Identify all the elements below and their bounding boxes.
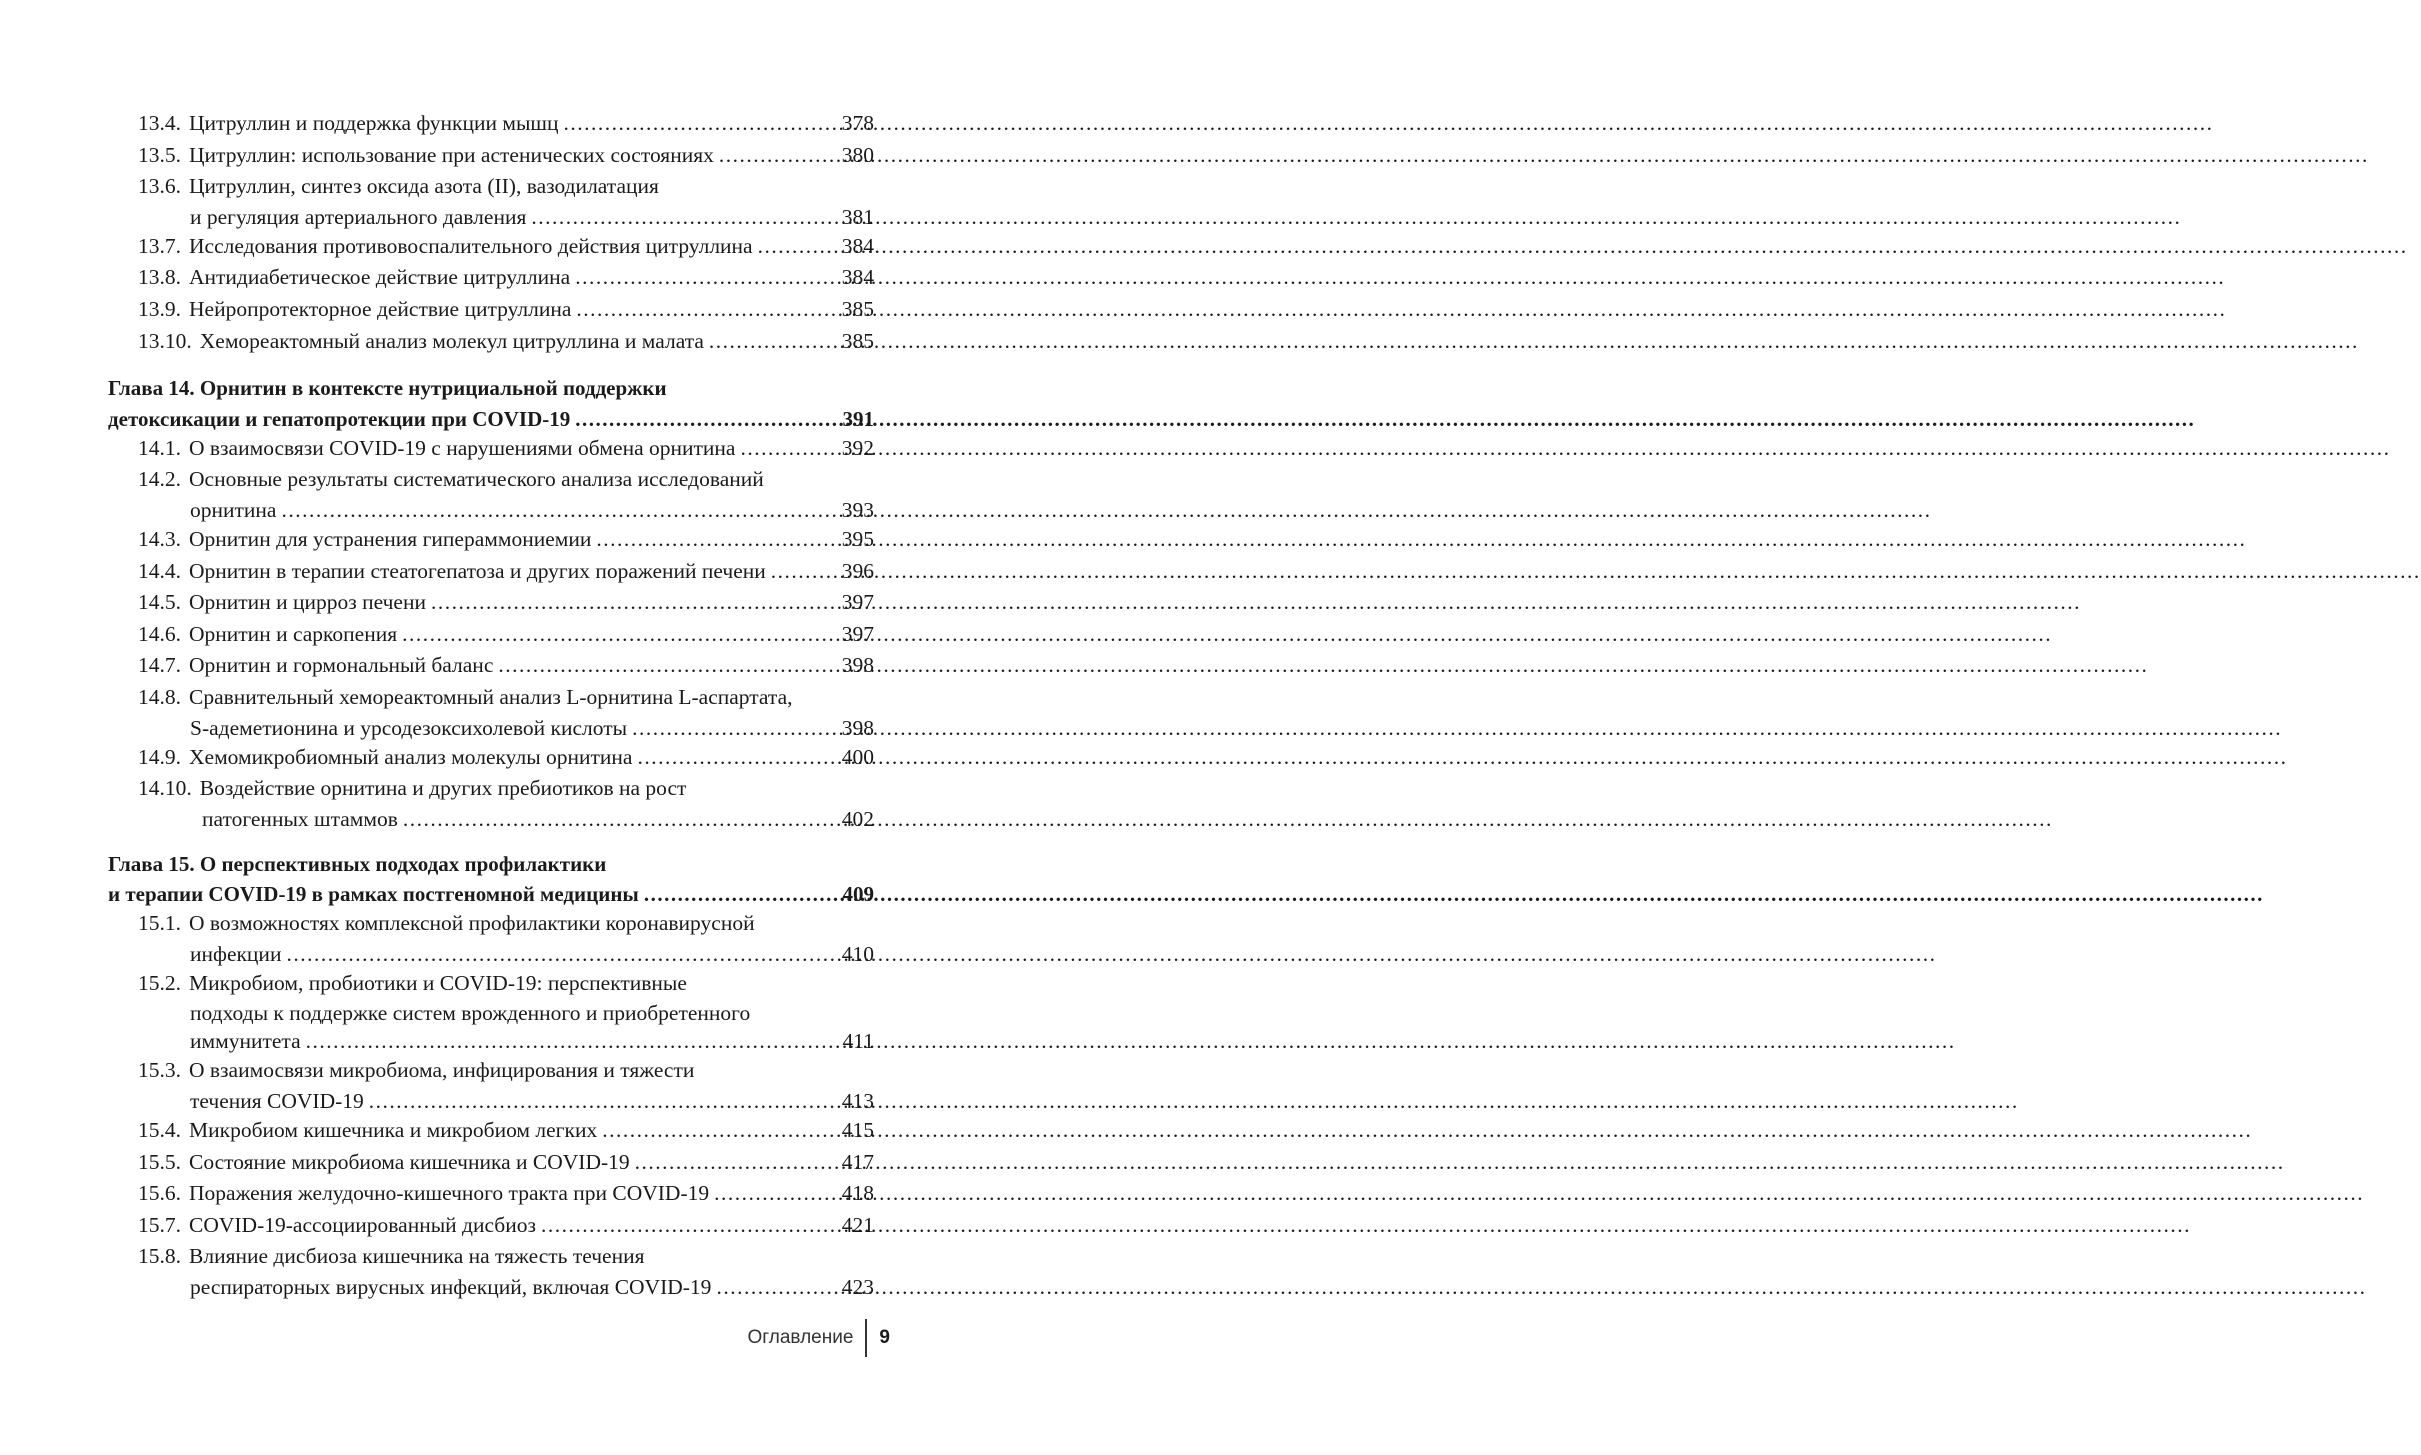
toc-entry-number: 15.8. [138,1244,181,1269]
toc-line-text: О взаимосвязи микробиома, инфицирования и тяжести [189,1058,695,1083]
toc-page-number: 402 [841,806,874,831]
toc-entry-number: 13.6. [138,174,181,199]
toc-entry[interactable] [108,433,874,465]
toc-entry-number: 15.3. [138,1058,181,1083]
dot-leader [541,1210,837,1242]
toc-line-text: Орнитин для устранения гипераммониемии [189,526,592,551]
toc-entry-number: 13.7. [138,233,181,258]
toc-page-number: 423 [841,1275,874,1300]
toc-entry[interactable] [108,171,874,231]
toc-line-text: Глава 15. О перспективных подходах профилактики [108,851,607,876]
toc-line [138,1210,874,1242]
toc-entry-number: 15.2. [138,970,181,995]
toc-line [138,496,874,524]
dot-leader [719,140,837,172]
toc-line [138,231,874,263]
dot-leader [632,714,837,742]
dot-leader [771,556,837,588]
toc-line-text: детоксикации и гепатопротекции при COVID-19 [108,406,571,431]
toc-page-number: 397 [841,621,874,646]
toc-line [138,682,874,714]
toc-line [138,742,874,774]
dot-leader [531,203,836,231]
dot-leader [596,524,836,556]
toc-page-number: 411 [842,1029,874,1054]
toc-line [138,326,874,358]
toc-line [108,373,874,405]
toc-page-number: 417 [841,1149,874,1174]
toc-line [138,1087,874,1115]
toc-entry[interactable] [108,1241,874,1301]
toc-entry-number: 15.7. [138,1212,181,1237]
toc-line [108,405,874,433]
toc-entry[interactable] [108,326,874,358]
toc-line-text: О взаимосвязи COVID-19 с нарушениями обмена орнитина [189,435,736,460]
toc-line-text: Цитруллин: использование при астенических состояниях [189,142,714,167]
toc-line-text: иммунитета [190,1029,301,1054]
toc-line [138,556,874,588]
toc-line [138,1115,874,1147]
toc-line-text: Хемореактомный анализ молекул цитруллина и малата [199,328,704,353]
toc-entry-number: 14.9. [138,744,181,769]
toc-line [138,262,874,294]
toc-entry[interactable] [108,140,874,172]
toc-page-number: 392 [841,435,874,460]
dot-leader [498,650,836,682]
toc-entry[interactable] [108,619,874,651]
toc-entry[interactable] [108,556,874,588]
toc-page-number: 400 [841,744,874,769]
toc-entry-number: 15.5. [138,1149,181,1174]
toc-entry-number: 15.1. [138,911,181,936]
dot-leader [709,326,837,358]
toc-page-number: 384 [841,233,874,258]
toc-entry[interactable] [108,908,874,968]
dot-leader [576,294,836,326]
toc-line-text: О возможностях комплексной профилактики коронавирусной [189,911,755,936]
toc-line-text: и терапии COVID-19 в рамках постгеномной медицины [108,882,639,907]
toc-entry[interactable] [108,1115,874,1147]
toc-line [138,940,874,968]
toc-line [138,1055,874,1087]
toc-page-number: 396 [841,558,874,583]
chapter-13-entries [108,108,874,357]
toc-line-text: и регуляция артериального давления [190,204,527,229]
toc-page-number: 398 [841,653,874,678]
table-of-contents [108,108,874,1301]
toc-page-number: 413 [841,1089,874,1114]
toc-line-text: подходы к поддержке систем врожденного и приобретенного [190,1001,751,1026]
toc-entry[interactable] [108,524,874,556]
toc-line [138,714,874,742]
dot-leader [369,1087,837,1115]
toc-line-text: Орнитин в терапии стеатогепатоза и других поражений печени [189,558,766,583]
toc-line-text: Состояние микробиома кишечника и COVID-19 [189,1149,630,1174]
toc-line-text: Цитруллин и поддержка функции мышц [189,111,559,135]
toc-page-number: 421 [841,1212,874,1237]
toc-entry[interactable] [108,682,874,742]
toc-line [138,524,874,556]
toc-entry-number: 14.3. [138,526,181,551]
toc-line [138,464,874,496]
toc-page-number: 385 [841,296,874,321]
toc-entry-number: 15.4. [138,1118,181,1143]
toc-entry[interactable] [108,773,874,833]
toc-entry[interactable] [108,650,874,682]
dot-leader [637,742,836,774]
toc-page-number: 380 [841,142,874,167]
toc-entry-number: 13.8. [138,265,181,290]
toc-page-number: 397 [841,590,874,615]
toc-page-number: 378 [841,111,874,135]
toc-line-text: S-адеметионина и урсодезоксихолевой кислоты [190,715,628,740]
toc-entry[interactable] [108,1178,874,1210]
toc-line [138,1178,874,1210]
toc-line-text: Основные результаты систематического анализа исследований [189,467,764,492]
page-number: 9 [879,1327,890,1348]
toc-line [138,1241,874,1273]
toc-entry-number: 15.6. [138,1181,181,1206]
chapter-15-entries [108,908,874,1301]
toc-page-number: 395 [841,526,874,551]
toc-line [108,880,874,908]
toc-line-text: Сравнительный хемореактомный анализ L-орнитина L-аспартата, [189,684,793,709]
dot-leader [716,1273,836,1301]
toc-line [138,1273,874,1301]
dot-leader [575,405,837,433]
toc-line-text: Хемомикробиомный анализ молекулы орнитина [189,744,633,769]
toc-entry-number: 13.5. [138,142,181,167]
dot-leader [602,1115,837,1147]
toc-line-text: Орнитин и саркопения [189,621,398,646]
dot-leader [431,587,837,619]
dot-leader [286,940,836,968]
dot-leader [575,262,837,294]
dot-leader [740,433,836,465]
dot-leader [644,880,838,908]
toc-line-text: Орнитин и цирроз печени [189,590,426,615]
chapter-14-entries [108,433,874,833]
toc-line [138,140,874,172]
toc-entry[interactable] [108,108,874,140]
toc-line [138,968,874,1000]
toc-entry-number: 13.9. [138,296,181,321]
toc-line [138,587,874,619]
toc-line [138,773,874,805]
toc-line-text: патогенных штаммов [202,806,398,831]
toc-entry-number: 14.5. [138,590,181,615]
toc-entry-number: 14.1. [138,435,181,460]
dot-leader [714,1178,837,1210]
toc-page-number: 393 [841,497,874,522]
toc-entry-number: 14.6. [138,621,181,646]
toc-entry[interactable] [108,587,874,619]
toc-entry[interactable] [108,1147,874,1179]
toc-entry-number: 14.8. [138,684,181,709]
toc-line-text: инфекции [190,941,282,966]
toc-line [138,433,874,465]
toc-line [138,1147,874,1179]
toc-page-number: 398 [841,715,874,740]
toc-line [138,294,874,326]
toc-page-number: 391 [842,406,874,431]
toc-line-text: Нейропротекторное действие цитруллина [189,296,572,321]
dot-leader [403,805,837,833]
toc-line-text: орнитина [190,497,277,522]
toc-entry[interactable] [108,1055,874,1115]
toc-entry-number: 14.7. [138,653,181,678]
dot-leader [306,1027,838,1055]
toc-page-number: 410 [841,941,874,966]
toc-line [138,108,874,140]
toc-page-number: 409 [842,882,874,907]
toc-line [108,849,874,881]
toc-entry[interactable] [108,968,874,1056]
chapter-15-heading[interactable] [108,849,874,909]
toc-line-text: Цитруллин, синтез оксида азота (II), вазодилатация [189,174,659,199]
toc-line [138,171,874,203]
toc-line-text: Глава 14. Орнитин в контексте нутрициальной поддержки [108,376,667,401]
toc-line-text: течения COVID-19 [190,1089,364,1114]
toc-entry[interactable] [108,1210,874,1242]
toc-entry[interactable] [108,742,874,774]
toc-line [138,203,874,231]
section-label: Оглавление [747,1327,854,1348]
toc-line [138,908,874,940]
toc-page-number: 415 [841,1118,874,1143]
toc-line [138,1027,874,1055]
toc-entry-number: 14.10. [138,776,192,801]
toc-entry[interactable] [108,231,874,263]
toc-line-text: Воздействие орнитина и других пребиотиков на рост [199,776,687,801]
toc-entry-number: 14.2. [138,467,181,492]
toc-page-number: 381 [841,204,874,229]
toc-entry[interactable] [108,464,874,524]
toc-page-number: 384 [841,265,874,290]
toc-entry-number: 13.4. [138,111,181,135]
dot-leader [635,1147,837,1179]
toc-page-number: 418 [841,1181,874,1206]
toc-line-text: Микробиом кишечника и микробиом легких [189,1118,598,1143]
toc-line-text: Микробиом, пробиотики и COVID-19: перспективные [189,970,687,995]
dot-leader [758,231,837,263]
toc-line-text: Орнитин и гормональный баланс [189,653,494,678]
toc-entry[interactable] [108,262,874,294]
toc-entry-number: 14.4. [138,558,181,583]
toc-line-text: Исследования противовоспалительного действия цитруллина [189,233,753,258]
toc-line [138,650,874,682]
dot-leader [402,619,837,651]
toc-line-text: Поражения желудочно-кишечного тракта при COVID-19 [189,1181,710,1206]
toc-line-text: респираторных вирусных инфекций, включая COVID-19 [190,1275,712,1300]
toc-line-text: Антидиабетическое действие цитруллина [189,265,571,290]
dot-leader [564,108,837,140]
page-footer [747,1320,890,1356]
toc-page-number: 385 [841,328,874,353]
toc-line-text: COVID-19-ассоциированный дисбиоз [189,1212,536,1237]
toc-line-text: Влияние дисбиоза кишечника на тяжесть течения [189,1244,645,1269]
toc-entry[interactable] [108,294,874,326]
chapter-14-heading[interactable] [108,373,874,433]
toc-line [138,805,874,833]
toc-entry-number: 13.10. [138,328,192,353]
dot-leader [281,496,836,524]
toc-line [138,999,874,1027]
toc-line [138,619,874,651]
